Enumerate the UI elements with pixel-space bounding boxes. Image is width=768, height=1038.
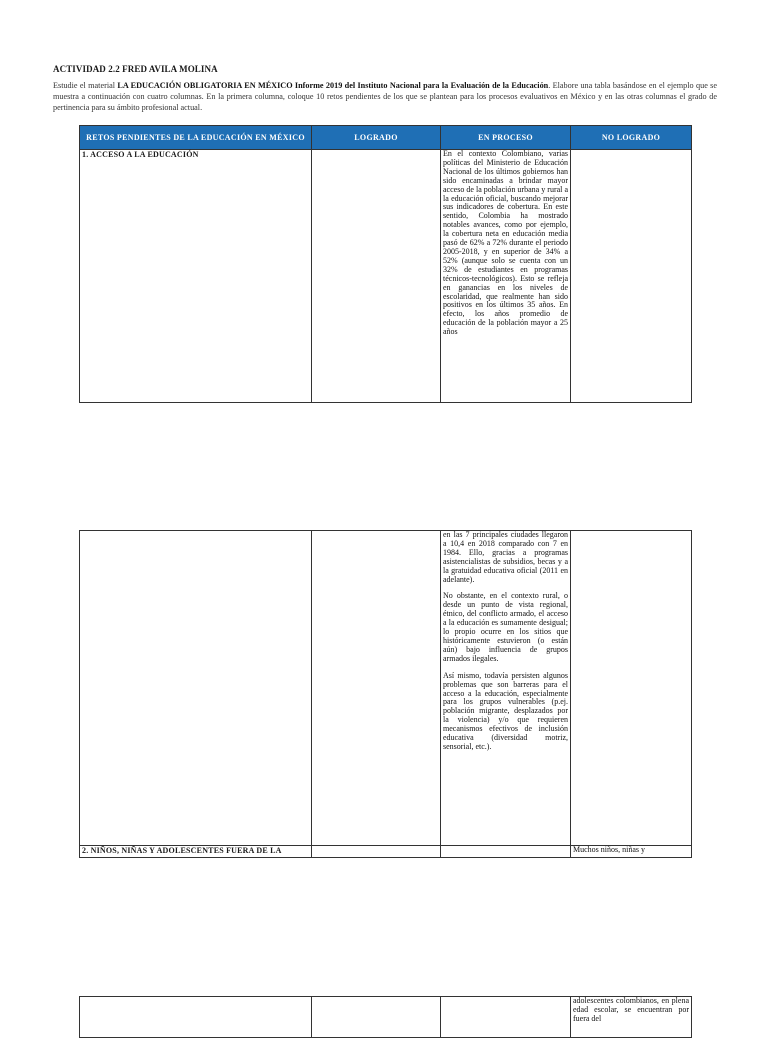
intro-text-start: Estudie el material: [53, 81, 118, 90]
intro-material-title: LA EDUCACIÓN OBLIGATORIA EN MÉXICO Informe 2019 del Instituto Nacional para la Evaluación de la Educación: [117, 81, 549, 90]
table-row: [80, 846, 692, 858]
header-en-proceso: EN PROCESO: [441, 126, 571, 150]
en-proceso-text: en las 7 principales ciudades llegaron a 10,4 en 2018 comparado con 7 en 1984. Ello, gracias a programas asistencialistas de subsidios, becas y a la gratuidad educativa oficial (2011 en adelante).: [443, 530, 568, 584]
logrado-cell: [312, 531, 441, 846]
retos-table: [79, 125, 692, 403]
no-logrado-cell: Muchos niños, niñas y: [571, 846, 692, 858]
activity-title: ACTIVIDAD 2.2 FRED AVILA MOLINA: [53, 64, 218, 74]
header-retos: RETOS PENDIENTES DE LA EDUCACIÓN EN MÉXICO: [80, 126, 312, 150]
reto-cell: 1. ACCESO A LA EDUCACIÓN: [80, 150, 312, 403]
intro-text-end: . Elabore una tabla basándose en el ejemplo que se muestra a continuación con cuatro columnas. En la primera columna, coloque 10 retos pendientes de los que se plantean para los procesos evaluativos en México y en las otras columnas el grado de pertinencia para su ámbito profesional actual.: [53, 81, 718, 112]
en-proceso-text: No obstante, en el contexto rural, o desde un punto de vista regional, étnico, del conflicto armado, el acceso a la educación es sumamente desigual; lo propio ocurre en los sitios que históricamente estuvieron (o están aún) bajo influencia de grupos armados ilegales.: [443, 591, 568, 663]
reto-cell: 2. NIÑOS, NIÑAS Y ADOLESCENTES FUERA DE LA: [80, 846, 312, 858]
en-proceso-cell: [441, 531, 571, 846]
header-logrado: LOGRADO: [312, 126, 441, 150]
table-row: [80, 531, 692, 846]
en-proceso-text: Así mismo, todavía persisten algunos problemas que son barreras para el acceso a la educación, especialmente para los grupos vulnerables (p.ej. población migrante, desplazados por la violencia) y/o que requieren mecanismos efectivos de inclusión educativa (diversidad motriz, sensorial, etc.).: [443, 670, 568, 751]
no-logrado-cell: adolescentes colombianos, en plena edad escolar, se encuentran por fuera del: [571, 997, 692, 1038]
table-header-row: [80, 126, 692, 150]
retos-table-continued: [79, 530, 692, 858]
logrado-cell: [312, 997, 441, 1038]
reto-cell: [80, 997, 312, 1038]
en-proceso-cell: [441, 150, 571, 403]
retos-table-continued: [79, 996, 692, 1038]
no-logrado-cell: [571, 150, 692, 403]
en-proceso-cell: [441, 846, 571, 858]
table-row: [80, 150, 692, 403]
header-no-logrado: NO LOGRADO: [571, 126, 692, 150]
en-proceso-text: En el contexto Colombiano, varias políticas del Ministerio de Educación Nacional de los últimos gobiernos han sido encaminadas a brindar mayor acceso de la población urbana y rural a la educación oficial, buscando mejorar sus indicadores de cobertura. En este sentido, Colombia ha mostrado notables avances, como por ejemplo, la cobertura neta en educación media pasó de 62% a 72% durante el periodo 2005-2018, y en superior de 34% a 52% (aunque solo se cuenta con un 32% de estudiantes en programas técnicos-tecnológicos). Esto se refleja en ganancias en los niveles de escolaridad, que realmente han sido positivos en los últimos 35 años. En efecto, los años promedio de educación de la población mayor a 25 años: [443, 149, 568, 337]
logrado-cell: [312, 150, 441, 403]
activity-instructions: [53, 81, 717, 113]
en-proceso-cell: [441, 997, 571, 1038]
table-row: [80, 997, 692, 1038]
no-logrado-cell: [571, 531, 692, 846]
reto-cell: [80, 531, 312, 846]
logrado-cell: [312, 846, 441, 858]
